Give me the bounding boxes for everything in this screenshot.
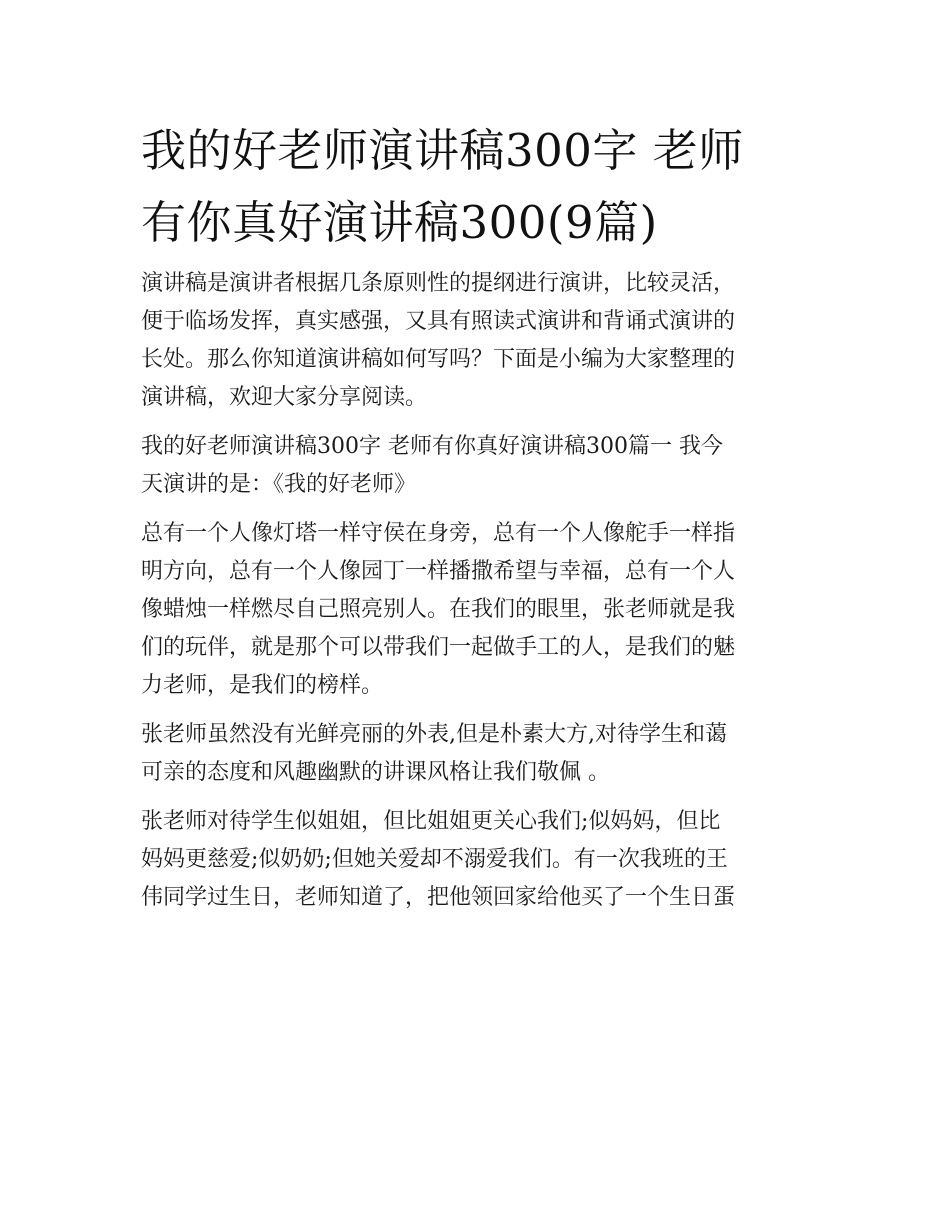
text-line: 演讲稿，欢迎大家分享阅读。 <box>141 385 428 410</box>
document-body <box>141 265 813 917</box>
paragraph-heading <box>141 428 813 504</box>
text-line: 天演讲的是：《我的好老师》 <box>141 472 417 497</box>
text-line: 们的玩伴，就是那个可以带我们一起做手工的人，是我们的魅 <box>141 635 736 660</box>
text-line: 演讲稿是演讲者根据几条原则性的提纲进行演讲，比较灵活， <box>141 271 736 296</box>
text-line: 张老师虽然没有光鲜亮丽的外表,但是朴素大方,对待学生和蔼 <box>141 722 727 747</box>
document-content <box>141 115 813 928</box>
text-line: 妈妈更慈爱;似奶奶;但她关爱却不溺爱我们。有一次我班的王 <box>141 847 728 872</box>
document-title <box>141 115 813 259</box>
paragraph-body <box>141 716 813 792</box>
title-line: 我的好老师演讲稿300字 老师 <box>141 124 744 177</box>
text-line: 可亲的态度和风趣幽默的讲课风格让我们敬佩 。 <box>141 760 610 785</box>
text-line: 力老师，是我们的榜样。 <box>141 673 384 698</box>
text-line: 伟同学过生日，老师知道了，把他领回家给他买了一个生日蛋 <box>141 885 736 910</box>
paragraph-body <box>141 515 813 705</box>
title-line: 有你真好演讲稿300(9篇) <box>141 196 658 249</box>
text-line: 总有一个人像灯塔一样守侯在身旁，总有一个人像舵手一样指 <box>141 521 736 546</box>
text-line: 明方向，总有一个人像园丁一样播撒希望与幸福，总有一个人 <box>141 559 736 584</box>
text-line: 便于临场发挥，真实感强，又具有照读式演讲和背诵式演讲的 <box>141 309 736 334</box>
text-line: 长处。那么你知道演讲稿如何写吗？下面是小编为大家整理的 <box>141 347 736 372</box>
text-line: 张老师对待学生似姐姐，但比姐姐更关心我们;似妈妈，但比 <box>141 809 721 834</box>
text-line: 我的好老师演讲稿300字 老师有你真好演讲稿300篇一 我今 <box>141 434 723 459</box>
text-line: 像蜡烛一样燃尽自己照亮别人。在我们的眼里，张老师就是我 <box>141 597 736 622</box>
paragraph-body <box>141 803 813 917</box>
paragraph-intro <box>141 265 813 417</box>
